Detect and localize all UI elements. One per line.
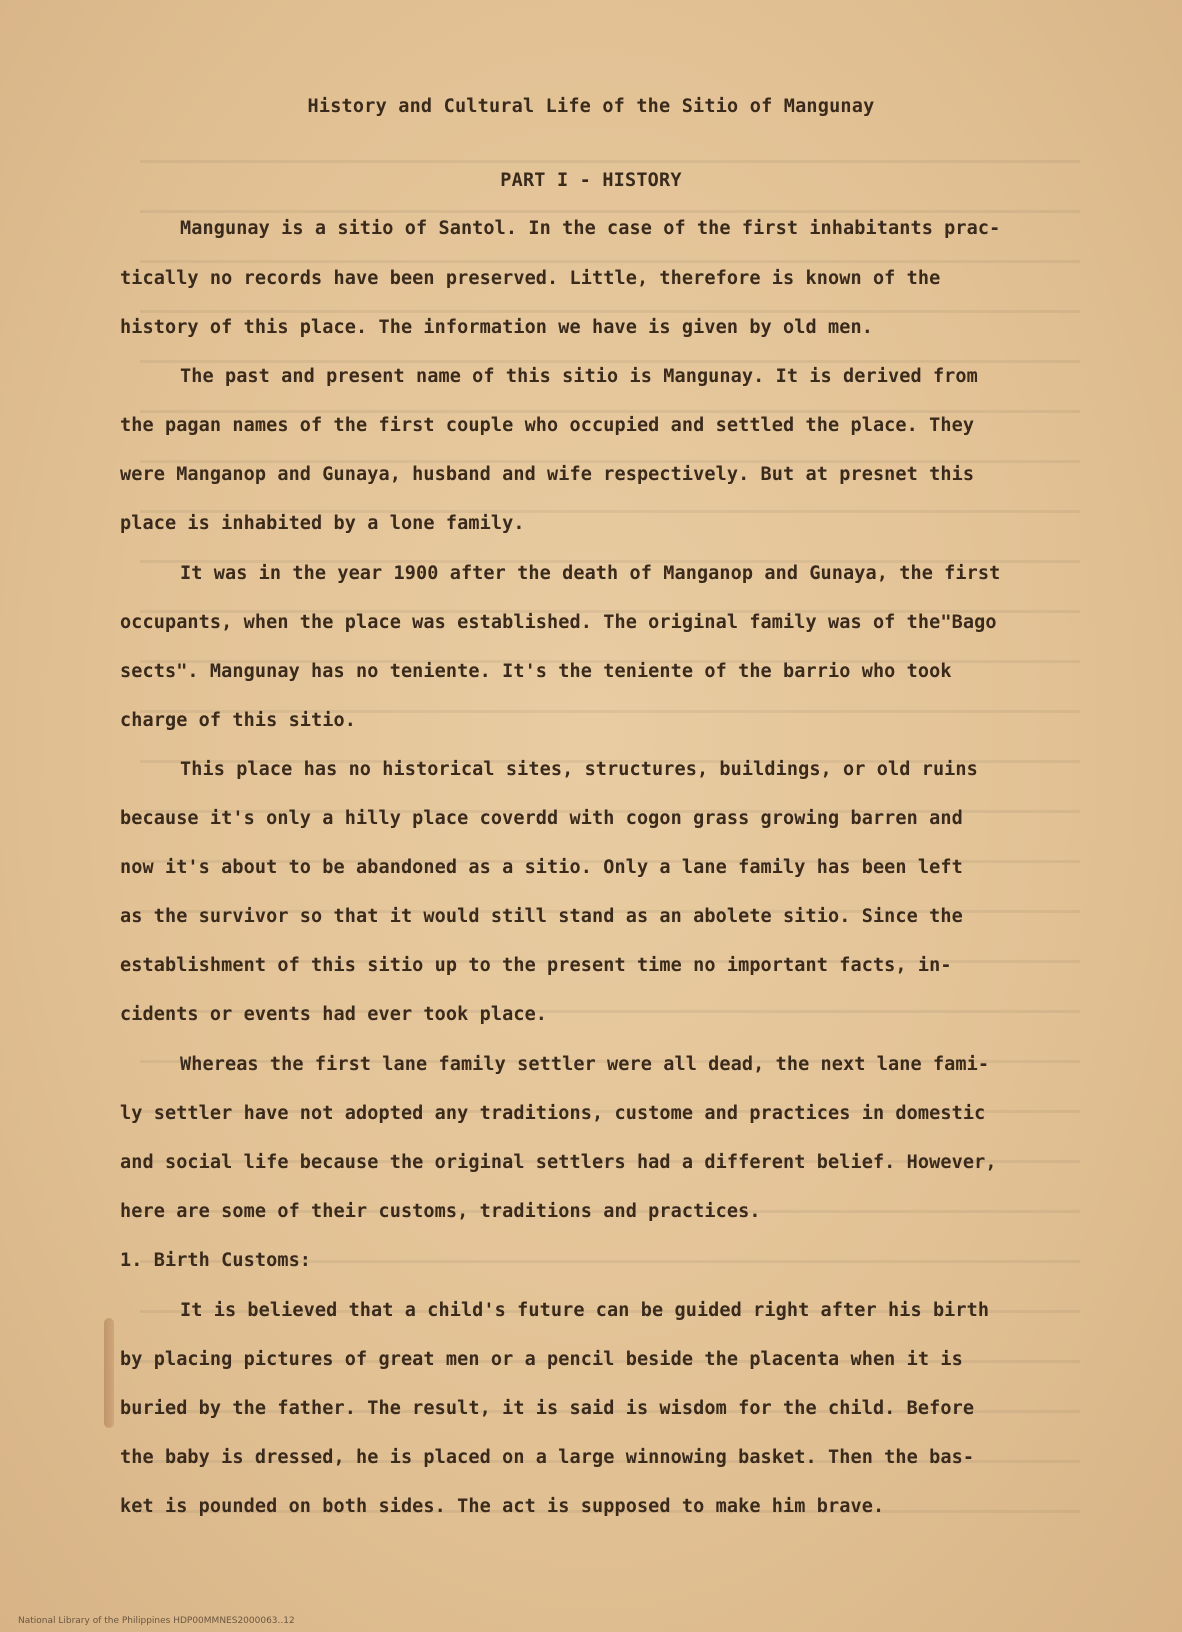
paper-stain bbox=[104, 1318, 114, 1428]
text-line: charge of this sitio. bbox=[120, 710, 356, 731]
text-line: were Manganop and Gunaya, husband and wife respectively. But at presnet this bbox=[120, 464, 975, 485]
text-line: history of this place. The information we have is given by old men. bbox=[120, 317, 873, 338]
text-line: by placing pictures of great men or a pencil beside the placenta when it is bbox=[120, 1349, 963, 1370]
text-line: This place has no historical sites, structures, buildings, or old ruins bbox=[180, 759, 978, 780]
text-line: cidents or events had ever took place. bbox=[120, 1004, 548, 1025]
text-line: and social life because the original settlers had a different belief. However, bbox=[120, 1152, 997, 1173]
text-line: Mangunay is a sitio of Santol. In the case of the first inhabitants prac- bbox=[180, 218, 1001, 239]
text-line: now it's about to be abandoned as a sitio. Only a lane family has been left bbox=[120, 857, 963, 878]
text-line: tically no records have been preserved. Little, therefore is known of the bbox=[120, 268, 941, 289]
section-heading: 1. Birth Customs: bbox=[120, 1250, 312, 1271]
archive-footer: National Library of the Philippines HDP00MMNES2000063..12 bbox=[18, 1616, 295, 1626]
text-line: as the survivor so that it would still stand as an abolete sitio. Since the bbox=[120, 906, 963, 927]
text-line: the baby is dressed, he is placed on a large winnowing basket. Then the bas- bbox=[120, 1447, 975, 1468]
text-line: The past and present name of this sitio is Mangunay. It is derived from bbox=[180, 366, 978, 387]
document-title: History and Cultural Life of the Sitio of Mangunay bbox=[307, 96, 875, 117]
text-line: sects". Mangunay has no teniente. It's the teniente of the barrio who took bbox=[120, 661, 952, 682]
text-line: It was in the year 1900 after the death of Manganop and Gunaya, the first bbox=[180, 563, 1001, 584]
text-line: occupants, when the place was established. The original family was of the"Bago bbox=[120, 612, 997, 633]
text-line: It is believed that a child's future can be guided right after his birth bbox=[180, 1300, 990, 1321]
bleed-through-texture bbox=[140, 140, 1080, 1560]
text-line: here are some of their customs, traditions and practices. bbox=[120, 1201, 761, 1222]
text-line: ket is pounded on both sides. The act is supposed to make him brave. bbox=[120, 1496, 885, 1517]
part-heading: PART I - HISTORY bbox=[500, 170, 682, 191]
text-line: the pagan names of the first couple who occupied and settled the place. They bbox=[120, 415, 975, 436]
text-line: Whereas the first lane family settler were all dead, the next lane fami- bbox=[180, 1054, 990, 1075]
text-line: because it's only a hilly place coverdd with cogon grass growing barren and bbox=[120, 808, 963, 829]
text-line: establishment of this sitio up to the present time no important facts, in- bbox=[120, 955, 952, 976]
text-line: place is inhabited by a lone family. bbox=[120, 513, 525, 534]
text-line: buried by the father. The result, it is said is wisdom for the child. Before bbox=[120, 1398, 975, 1419]
text-line: ly settler have not adopted any traditions, custome and practices in domestic bbox=[120, 1103, 986, 1124]
